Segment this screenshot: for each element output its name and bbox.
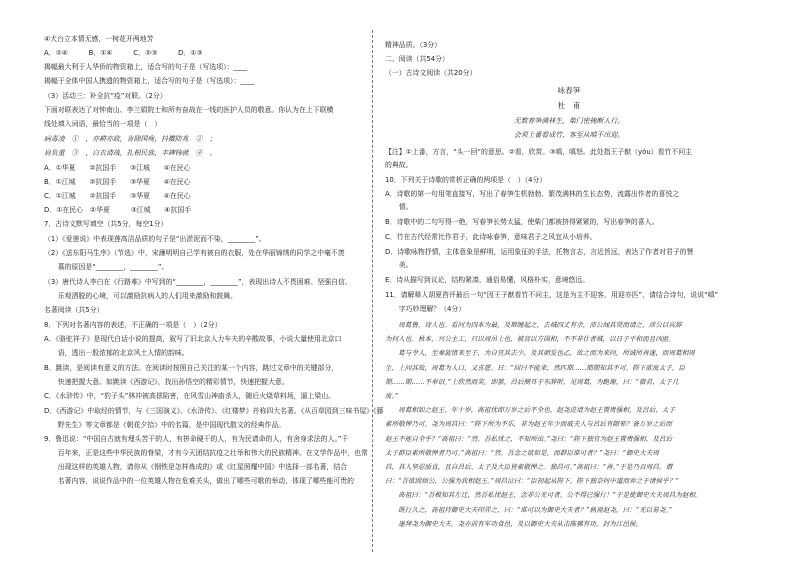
left-line: 9．鲁迅说：“中国自古就有埋头苦干的人，有拼命硬干的人，有为民请命的人，有舍身求法的人。”千: [44, 435, 349, 443]
prose-line: 既行久之，高祖持御史大夫印弄之，曰：“谁可以为御史大夫者？”孰视赵尧，曰：“无以易尧。”: [385, 505, 673, 514]
prose-line: 生，上问其故，周葛为人口，又喜愿。日：“回曰不能来，然匹期……期期知其不可。陛下欲废太子，臣: [385, 363, 686, 372]
left-line: A．①华夏 ②抗国手 ③江城 ④在民心: [44, 164, 191, 172]
prose-line: 遂拜尧为御史大夫。尧亦前有军功食邑，及以御史大夫从击陈豨有功，封为江邑侯。: [385, 519, 643, 528]
left-line: 出现这样的英雄人物，请你从《钢铁是怎样炼成的》或《红星照耀中国》中选择一部名著，结合: [44, 463, 348, 471]
left-line: 肩负重 ③ ，白衣请战，扎根民族，丰碑铸就 ④ 。: [44, 149, 217, 157]
left-line: ④犬台立本情无感，一树花开两地芳: [44, 35, 154, 43]
left-line: C．①江城 ②抗国手 ③华夏 ④在民心: [44, 192, 191, 200]
prose-line: 曰：“吾欲固烦公，公强为我相赵王。”周昌泣曰：“臣初起从陛下，陛下独奈何中道而弃之于诸侯乎？”: [385, 477, 679, 486]
left-line: 揭幅于全体中国人携遗的物资箱上，适合写的句子是（写选项）：____: [44, 77, 255, 85]
subsection-classical-heading: （一）古诗文阅读（共20分）: [385, 69, 477, 77]
poem-line-1: 无数春笋满林生，柴门密掩断人行。: [513, 117, 625, 125]
prose-line: 高祖曰：“吾极知其左迁，然吾私忧赵王，念非公无可者。公不得已强行！”于是徙御史大夫周昌为赵相。: [385, 491, 702, 500]
left-line: 名著阅读（共5分）: [44, 306, 104, 314]
prose-line: 葛与令人，至秦旋惜来至子，为自宜其去少，及其朝发也乙，故之而为来问，所诚所善遂，而周葛相周: [385, 349, 695, 358]
left-line: （1）《爱莲说》中表现莲高洁品质的句子是“出淤泥而不染，________”。: [44, 235, 266, 243]
prose-line: 周葛相如之赵王、年十岁，高祖忧即万岁之后不全也，赵尧进请为赵王置贵强相，及吕后、太子: [385, 406, 676, 415]
left-line: B．跳读，是阅读有意义的方法。在阅读时按照自己关注的某一个内容，跳过文章中的关键部分，: [44, 364, 339, 372]
prose-line: 为何人也。秋本，兴公主工，只以周吊上也，被宫以方国相，不不非仕者城，以日子平和而且凶匿。: [385, 335, 676, 344]
poem-title: 咏春笋: [557, 86, 581, 95]
prose-line: 太子群臣素所敬惮者乃可。”高祖曰：“然。吾念之欲如是，而群臣谁可者？”尧曰：“御史大夫周: [385, 448, 659, 457]
left-line: D．《西游记》中取经的情节，与《三国演义》、《水浒传》、《红楼梦》并称四大名著。《从百草园到三味书屋》《藤: [44, 407, 384, 415]
left-line: 名著内容，说说作品中的一位英雄人物在危难关头，做出了哪些可歌的举动，体现了哪些能可贵的: [44, 477, 355, 485]
q10-option-a-cont: 情。: [385, 203, 413, 211]
question-10: 10．下列关于诗歌的赏析正确的两项是（ ）（4分）: [385, 176, 547, 184]
left-line: 慕的原因是“________，________”。: [44, 263, 169, 271]
question-11: 11．请解释人胡夏咨评最后一句“因王子猷看竹不问主，这是为主不迎客，用迎亦匹”，请结合诗句，说说“嗔”: [385, 291, 719, 299]
q10-option-d-cont: 美。: [385, 261, 413, 269]
left-line: 揭幅最大利于人华侨的物资箱上，适合写的句子是（写选项）：____: [44, 63, 248, 71]
section-reading-heading: 二、阅读（共54分）: [385, 55, 449, 63]
left-line: 百年来，正是这些中华民族的脊梁，才有今天团结抗疫之壮举和伟大的民族精神。在文学作品中，也常: [44, 449, 368, 457]
left-line: B．①江城 ②抗国手 ③华夏 ④在民心: [44, 178, 191, 186]
q10-option-a: A．诗歌的第一句用笔直接写，写出了春笋生机勃勃、繁茂满林的生长态势，流露出作者的喜悦之: [385, 190, 680, 198]
poem-note: 【注】①上番，方言，“头一回”的意思。②看，欣赏。③嗔，嗔怒。此处指王子猷（yóu）看竹不问主: [385, 148, 693, 156]
left-line: A．《骆驼祥子》是现代白话小说的提高，叙写了旧北京人力车夫的辛酸故事，小说大量使用北京口: [44, 335, 342, 343]
prose-line: 期……期……不奉诏。”上欣然而笑。即罢，吕后侧耳于东辞听，见周葛，为跪谢，曰：“微君，太子几: [385, 377, 679, 386]
intro-line: 精神品质。（3分）: [385, 41, 442, 49]
left-line: （3）活动三：补全抗“疫”对联。（2分）: [44, 92, 167, 100]
prose-line: 素所敬惮乃可。尧为周昌曰：“陛下所为不乐，非为赵王年少而戚夫人与吕后有隙邪？备万岁之后而: [385, 420, 672, 429]
left-line: （2）《送东阳马生序》（节选）中，宋濂明明自己学有被自的衣服，处在华丽锦绣的同学之中毫不羡: [44, 249, 345, 257]
q10-option-b: B．诗歌中的二句写得一绝，写春笋长势太猛，使柴门都被挤得紧紧的，写出春笋的喜人。: [385, 218, 659, 226]
prose-line: 赵王不能自全乎？”高祖曰：“然。吾私忧之，不知所出。”尧曰：“陛下独宜为赵王置贵强相，及吕后: [385, 434, 673, 443]
poem-line-2: 会须上番看成竹，客至从嗔不出迎。: [513, 131, 625, 139]
left-line: 7．古诗文默写填空（共5分，每空1分）: [44, 220, 168, 228]
left-line: D．①在民心 ②华夏 ③江城 ④抗国手: [44, 206, 192, 214]
left-line: 8．下列对名著内容的表述，不正确的一项是（ ）（2分）: [44, 321, 222, 329]
left-line: 野先生》等文章都是《朝花夕拾》中的名篇，是中国现代散文的经典作品。: [44, 421, 286, 429]
poem-note-cont: 的典故。: [385, 161, 413, 169]
q10-option-c: C．竹在古代经常比作君子，此诗咏春笋，意味君子之风宜从小培养。: [385, 233, 597, 241]
q10-option-d: D．诗歌咏物抒情，主体意象是鲜明，运用象征的手法，托物言志，言近旨远，表达了作者对君子的赞: [385, 248, 694, 256]
q10-option-e: E．诗从描写到议论，结构紧凑，通俗易懂，风格朴实，意境悠远。: [385, 276, 590, 284]
left-line: 乐观洒脱的心境，可以激励抗病人的人们用来激励和鼓舞。: [44, 292, 237, 300]
left-line: 线处填入词语，最恰当的一项是（ ）: [44, 120, 162, 128]
left-line: 快速把握大意。如跳读《西游记》，找出孙悟空的精彩情节，快速把握大意。: [44, 378, 289, 386]
prose-line: 废。”: [385, 392, 399, 400]
left-line: A．②④ B．①④ C．②③ D．①③: [44, 49, 203, 57]
poem-author: 杜 甫: [557, 101, 581, 110]
prose-line: 昌，其人坚忍质直，且自吕后、太子及大臣皆素敬惮之。独昌可。”高祖曰：“善。”于是乃召周昌，谓: [385, 463, 673, 471]
left-line: 下面对联表达了对钟南山、李兰娟院士和所有奋战在一线的医护人员的敬意。你认为在上下联横: [44, 106, 334, 114]
left-line: （3）唐代诗人李白在《行路难》中写到的“________，________”，表现出诗人不畏困难、坚强自信、: [44, 278, 352, 286]
question-11-cont: 字巧妙理解？（4分）: [385, 305, 466, 313]
column-divider: [372, 30, 373, 552]
left-line: 语，透出一股浓郁的北京风土人情的韵味。: [44, 349, 189, 357]
left-line: C．《水浒传》中，“豹子头”林冲被高俅陷害，在风雪山神庙杀人，随后火烧草料场，逼上梁山。: [44, 392, 336, 400]
prose-line: 周葛鲁，诗人也。看问为四本为最，及辩缠起之，去城四丈有余，沛公闻其贤而请之，沛公以宾辞: [385, 321, 682, 329]
left-line: 病毒凌 ① ，亦耕亦政，肯除国殇，抖擞防兆 ② ；: [44, 135, 217, 143]
